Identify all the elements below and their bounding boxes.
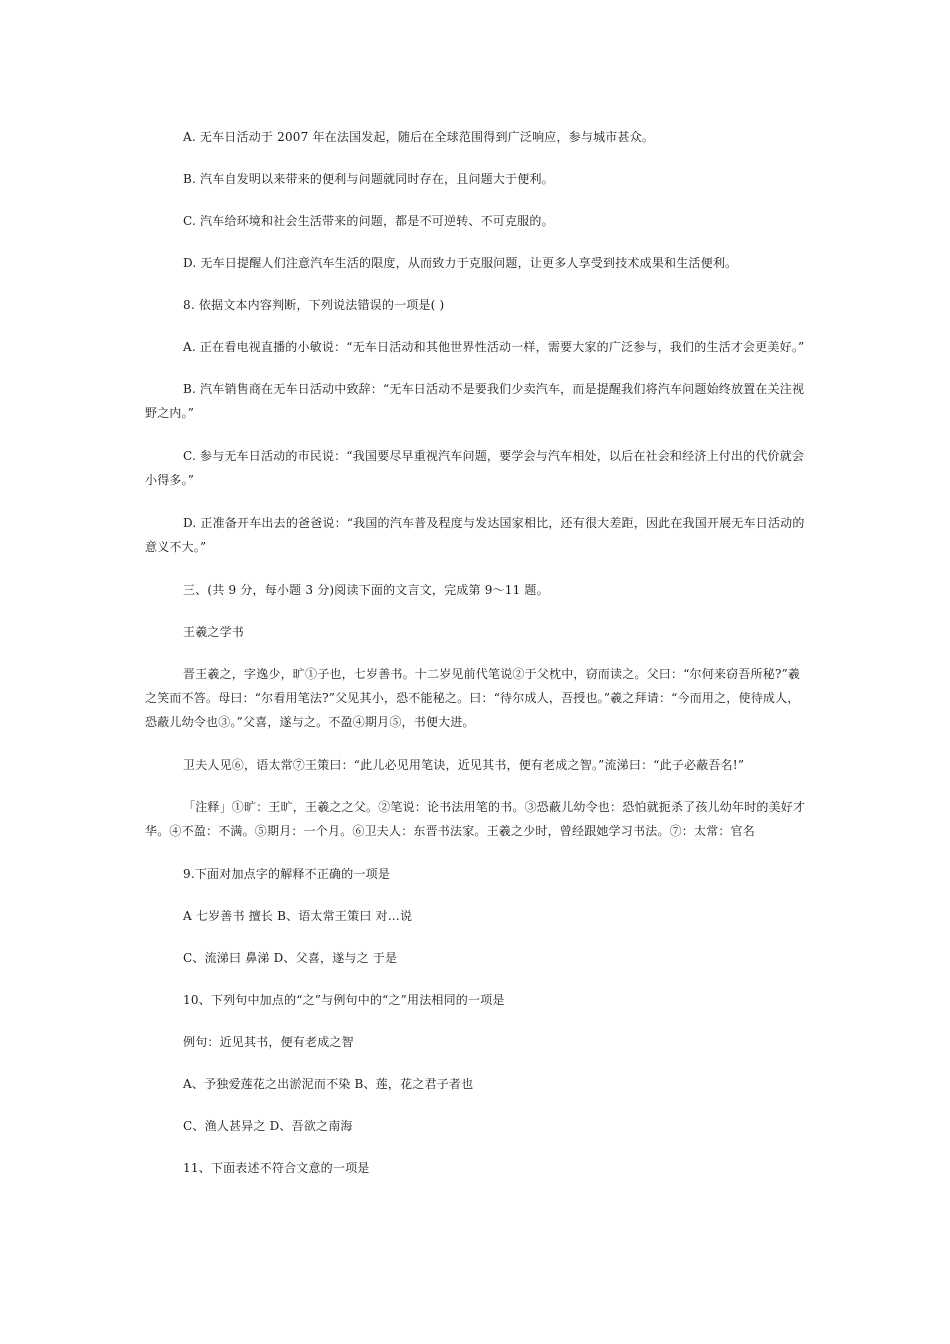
option-7a: A. 无车日活动于 2007 年在法国发起，随后在全球范围得到广泛响应，参与城市甚众。 [183, 130, 655, 144]
question-11: 11、下面表述不符合文意的一项是 [183, 1161, 370, 1175]
option-10ab: A、予独爱莲花之出淤泥而不染 B、莲，花之君子者也 [183, 1077, 474, 1091]
question-10: 10、下列句中加点的“之”与例句中的“之”用法相同的一项是 [183, 993, 505, 1007]
option-7b: B. 汽车自发明以来带来的便利与问题就同时存在，且问题大于便利。 [183, 172, 554, 186]
passage-paragraph-2: 卫夫人见⑥，语太常⑦王策曰：“此儿必见用笔诀，近见其书，便有老成之智。”流涕曰：“此子必蔽吾名!” [183, 758, 745, 772]
passage-paragraph-1: 晋王羲之，字逸少，旷①子也，七岁善书。十二岁见前代笔说②于父枕中，窃而读之。父曰：“尔何来窃吾所秘?”羲之笑而不答。母曰：“尔看用笔法?”父见其小，恐不能秘之。曰：“待尔成人，吾授也。”羲之拜请：“今而用之，使待成人，恐蔽儿幼令也③。”父喜，遂与之。不盈④期月⑤，书便大进。 [145, 667, 801, 729]
option-8a: A. 正在看电视直播的小敏说：“无车日活动和其他世界性活动一样，需要大家的广泛参与，我们的生活才会更美好。” [183, 340, 805, 354]
option-8c: C. 参与无车日活动的市民说：“我国要尽早重视汽车问题，要学会与汽车相处，以后在社会和经济上付出的代价就会小得多。” [145, 449, 805, 487]
option-9cd: C、流涕曰 鼻涕 D、父喜，遂与之 于是 [183, 951, 398, 965]
option-7d: D. 无车日提醒人们注意汽车生活的限度，从而致力于克服问题，让更多人享受到技术成果和生活便利。 [183, 256, 738, 270]
passage-notes: 「注释」①旷：王旷，王羲之之父。②笔说：论书法用笔的书。③恐蔽儿幼令也：恐怕就扼杀了孩儿幼年时的美好才华。④不盈：不满。⑤期月：一个月。⑥卫夫人：东晋书法家。王羲之少时，曾经跟她学习书法。⑦：太常：官名 [145, 800, 806, 838]
example-sentence: 例句：近见其书，便有老成之智 [183, 1035, 354, 1049]
question-9: 9.下面对加点字的解释不正确的一项是 [183, 867, 391, 881]
section-three-heading: 三、(共 9 分，每小题 3 分)阅读下面的文言文，完成第 9～11 题。 [183, 583, 549, 597]
option-10cd: C、渔人甚异之 D、吾欲之南海 [183, 1119, 353, 1133]
option-8d: D. 正准备开车出去的爸爸说：“我国的汽车普及程度与发达国家相比，还有很大差距，因此在我国开展无车日活动的意义不大。” [145, 516, 805, 554]
passage-title: 王羲之学书 [183, 625, 245, 639]
option-7c: C. 汽车给环境和社会生活带来的问题，都是不可逆转、不可克服的。 [183, 214, 554, 228]
question-8: 8. 依据文本内容判断，下列说法错误的一项是( ) [183, 298, 445, 312]
option-9ab: A 七岁善书 擅长 B、语太常王策曰 对…说 [183, 909, 413, 923]
option-8b: B. 汽车销售商在无车日活动中致辞：“无车日活动不是要我们少卖汽车，而是提醒我们将汽车问题始终放置在关注视野之内。” [145, 382, 805, 420]
